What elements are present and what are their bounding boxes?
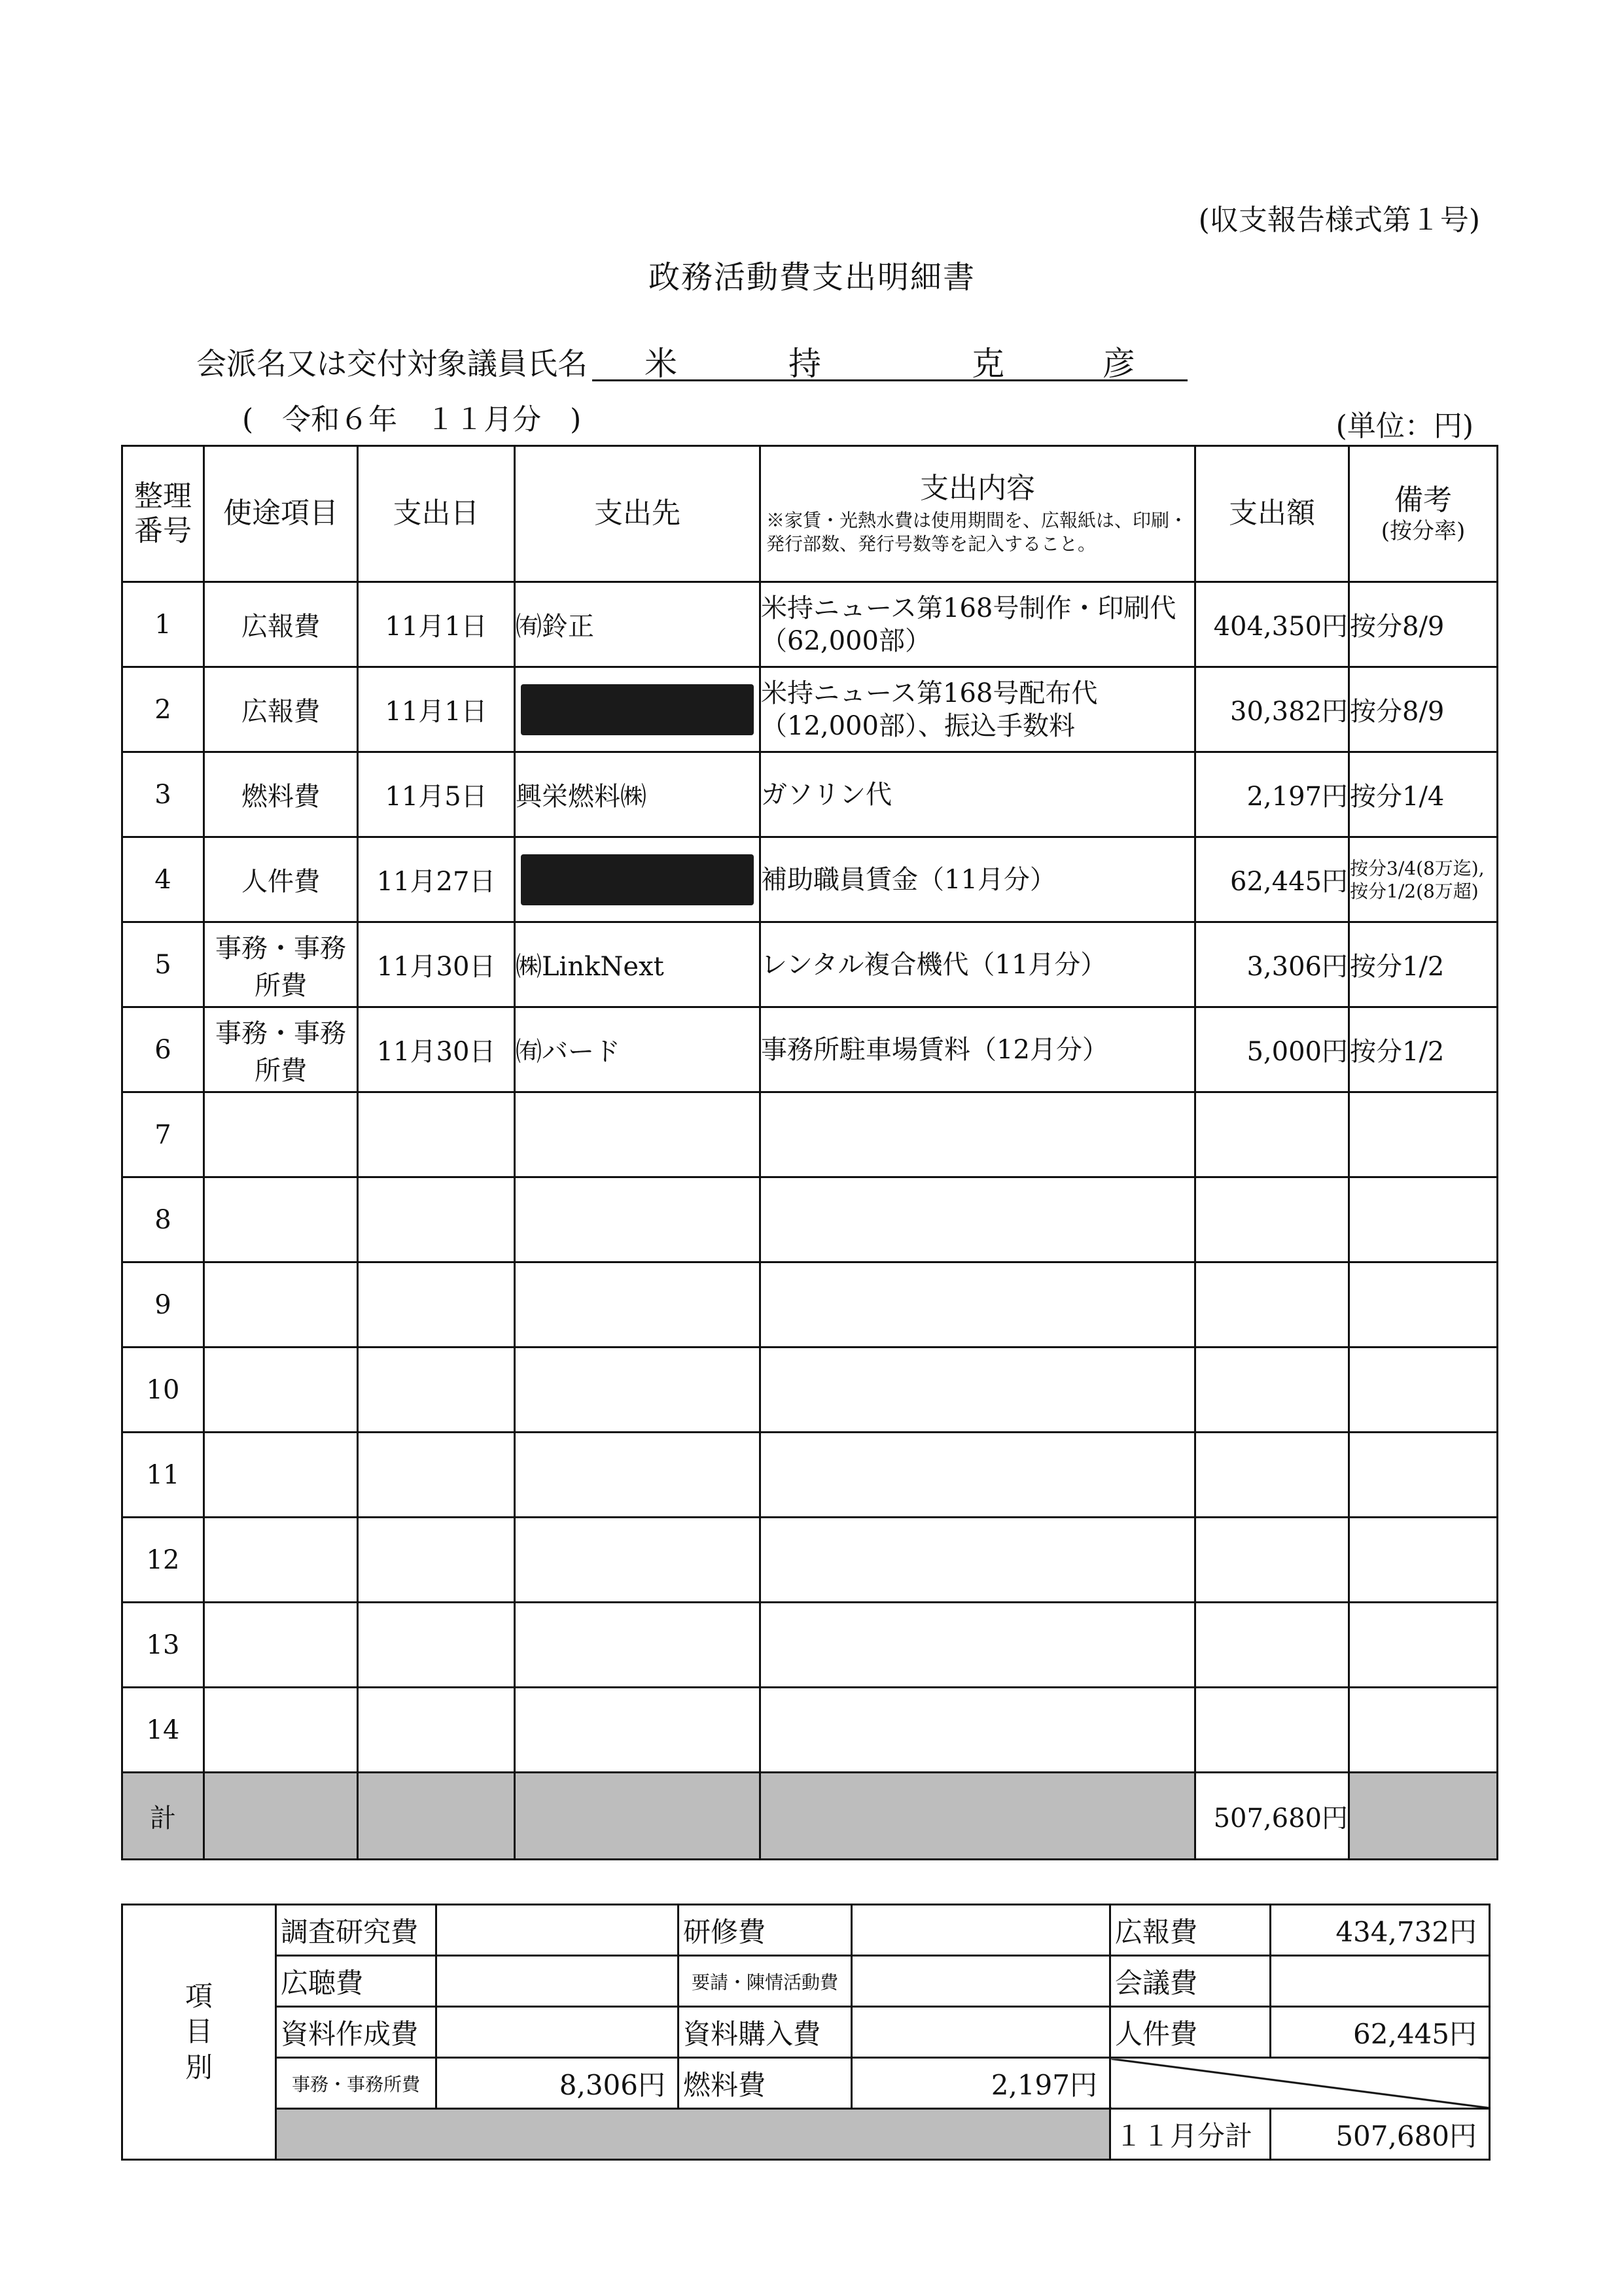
table-row xyxy=(122,1262,1498,1348)
row-remarks: 按分1/4 xyxy=(1349,752,1498,837)
row-content: 米持ニュース第168号配布代 （12,000部）、振込手数料 xyxy=(760,667,1195,752)
table-row xyxy=(122,582,1498,667)
summary-materials-making-label: 資料作成費 xyxy=(276,2007,436,2058)
summary-office-label: 事務・事務所費 xyxy=(276,2058,436,2109)
row-no: 2 xyxy=(122,667,204,752)
summary-label: 項 目 別 xyxy=(122,1905,276,2160)
member-name-char: 持 xyxy=(788,345,821,383)
row-no: 8 xyxy=(122,1177,204,1262)
summary-meeting-label: 会議費 xyxy=(1110,1956,1271,2007)
member-name-char: 米 xyxy=(644,345,677,383)
row-date: 11月5日 xyxy=(358,752,515,837)
row-date: 11月30日 xyxy=(358,922,515,1007)
row-payee: 興栄燃料㈱ xyxy=(515,752,760,837)
document-title: 政務活動費支出明細書 xyxy=(648,259,976,296)
row-content: ガソリン代 xyxy=(760,752,1195,837)
row-category: 広報費 xyxy=(204,667,358,752)
summary-monthly-total-label: １１月分計 xyxy=(1110,2109,1271,2160)
total-label: 計 xyxy=(122,1773,204,1860)
summary-training-label: 研修費 xyxy=(679,1905,852,1956)
redaction-block xyxy=(521,854,754,905)
table-row xyxy=(122,752,1498,837)
total-row xyxy=(122,1773,1498,1860)
header-content: 支出内容 ※家賃・光熱水費は使用期間を、広報紙は、印刷・発行部数、発行号数等を記入すること。 xyxy=(760,446,1195,582)
row-no: 7 xyxy=(122,1092,204,1177)
header-remarks: 備考 (按分率) xyxy=(1349,446,1498,582)
header-no: 整理 番号 xyxy=(122,446,204,582)
row-date: 11月1日 xyxy=(358,667,515,752)
member-name-char: 彦 xyxy=(1103,345,1135,383)
summary-petition-value xyxy=(852,1956,1110,2007)
row-remarks: 按分1/2 xyxy=(1349,1007,1498,1092)
row-category: 燃料費 xyxy=(204,752,358,837)
row-amount: 62,445円 xyxy=(1195,837,1349,922)
row-category: 事務・事務所費 xyxy=(204,922,358,1007)
row-no: 10 xyxy=(122,1348,204,1433)
row-content: 補助職員賃金（11月分） xyxy=(760,837,1195,922)
table-row xyxy=(122,837,1498,922)
summary-monthly-total-value: 507,680円 xyxy=(1271,2109,1490,2160)
row-no: 5 xyxy=(122,922,204,1007)
member-name xyxy=(592,334,1188,381)
row-date: 11月1日 xyxy=(358,582,515,667)
row-amount: 5,000円 xyxy=(1195,1007,1349,1092)
report-period: ( 令和６年 １１月分 ) xyxy=(242,403,582,436)
row-category: 事務・事務所費 xyxy=(204,1007,358,1092)
summary-diagonal-cell xyxy=(1110,2058,1490,2109)
table-row xyxy=(122,667,1498,752)
member-name-char: 克 xyxy=(972,345,1004,383)
table-row xyxy=(122,1433,1498,1518)
header-payee: 支出先 xyxy=(515,446,760,582)
summary-personnel-label: 人件費 xyxy=(1110,2007,1271,2058)
row-date: 11月27日 xyxy=(358,837,515,922)
summary-office-value: 8,306円 xyxy=(436,2058,679,2109)
table-row xyxy=(122,1007,1498,1092)
row-payee xyxy=(515,837,760,922)
row-payee xyxy=(515,667,760,752)
row-no: 9 xyxy=(122,1262,204,1348)
summary-materials-making-value xyxy=(436,2007,679,2058)
unit-label: (単位：円) xyxy=(1335,409,1474,443)
summary-personnel-value: 62,445円 xyxy=(1271,2007,1490,2058)
summary-research-label: 調査研究費 xyxy=(276,1905,436,1956)
summary-fuel-label: 燃料費 xyxy=(679,2058,852,2109)
summary-materials-purchase-label: 資料購入費 xyxy=(679,2007,852,2058)
row-no: 12 xyxy=(122,1518,204,1603)
summary-fuel-value: 2,197円 xyxy=(852,2058,1110,2109)
expense-table xyxy=(121,445,1498,1860)
summary-shaded-cell xyxy=(276,2109,1110,2160)
row-amount: 3,306円 xyxy=(1195,922,1349,1007)
summary-meeting-value xyxy=(1271,1956,1490,2007)
row-remarks: 按分1/2 xyxy=(1349,922,1498,1007)
summary-pr-label: 広報費 xyxy=(1110,1905,1271,1956)
row-category: 広報費 xyxy=(204,582,358,667)
row-date: 11月30日 xyxy=(358,1007,515,1092)
header-content-note: ※家賃・光熱水費は使用期間を、広報紙は、印刷・発行部数、発行号数等を記入すること。 xyxy=(766,509,1188,555)
table-row xyxy=(122,1348,1498,1433)
row-payee: ㈲バード xyxy=(515,1007,760,1092)
row-no: 6 xyxy=(122,1007,204,1092)
row-category: 人件費 xyxy=(204,837,358,922)
summary-hearing-value xyxy=(436,1956,679,2007)
row-remarks: 按分8/9 xyxy=(1349,667,1498,752)
summary-table xyxy=(121,1904,1491,2161)
header-category: 使途項目 xyxy=(204,446,358,582)
row-payee: ㈱LinkNext xyxy=(515,922,760,1007)
row-payee: ㈲鈴正 xyxy=(515,582,760,667)
row-content: レンタル複合機代（11月分） xyxy=(760,922,1195,1007)
row-content: 事務所駐車場賃料（12月分） xyxy=(760,1007,1195,1092)
table-row xyxy=(122,1688,1498,1773)
row-no: 1 xyxy=(122,582,204,667)
table-row xyxy=(122,922,1498,1007)
row-no: 4 xyxy=(122,837,204,922)
header-amount: 支出額 xyxy=(1195,446,1349,582)
table-row xyxy=(122,1177,1498,1262)
member-label: 会派名又は交付対象議員氏名 xyxy=(196,346,588,381)
summary-materials-purchase-value xyxy=(852,2007,1110,2058)
summary-pr-value: 434,732円 xyxy=(1271,1905,1490,1956)
row-amount: 2,197円 xyxy=(1195,752,1349,837)
row-remarks: 按分8/9 xyxy=(1349,582,1498,667)
table-header-row xyxy=(122,446,1498,582)
table-row xyxy=(122,1603,1498,1688)
table-row xyxy=(122,1092,1498,1177)
summary-research-value xyxy=(436,1905,679,1956)
row-no: 13 xyxy=(122,1603,204,1688)
row-amount: 404,350円 xyxy=(1195,582,1349,667)
row-remarks: 按分3/4(8万迄),按分1/2(8万超) xyxy=(1349,837,1498,922)
form-number: (収支報告様式第１号) xyxy=(1198,203,1480,237)
header-date: 支出日 xyxy=(358,446,515,582)
redaction-block xyxy=(521,684,754,735)
row-no: 14 xyxy=(122,1688,204,1773)
summary-hearing-label: 広聴費 xyxy=(276,1956,436,2007)
table-row xyxy=(122,1518,1498,1603)
row-no: 3 xyxy=(122,752,204,837)
row-content: 米持ニュース第168号制作・印刷代 （62,000部） xyxy=(760,582,1195,667)
summary-petition-label: 要請・陳情活動費 xyxy=(679,1956,852,2007)
row-amount: 30,382円 xyxy=(1195,667,1349,752)
row-no: 11 xyxy=(122,1433,204,1518)
summary-training-value xyxy=(852,1905,1110,1956)
total-amount: 507,680円 xyxy=(1195,1773,1349,1860)
